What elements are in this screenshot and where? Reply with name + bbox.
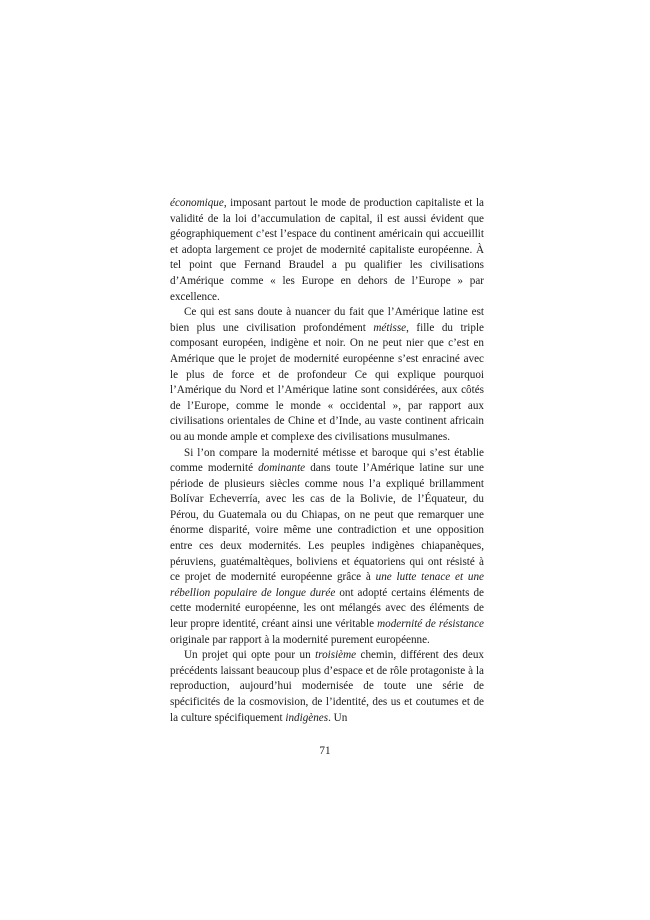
paragraph-1 (170, 196, 484, 305)
paragraph-4 (170, 648, 484, 726)
paragraph-3-segment-7: originale par rapport à la modernité purement européenne. (170, 633, 430, 646)
paragraph-2 (170, 305, 484, 445)
paragraph-3-segment-3: dans toute l’Amérique latine sur une période de plusieurs siècles comme nous l’a expliqué brillamment Bolívar Echeverría, avec les cas de la Bolivie, de l’Équateur, du Pérou, du Guatemala ou du Chiapas, on ne peut que remarquer une énorme disparité, voire même une contradiction et une opposition entre ces deux modernités. Les peuples indigènes chiapanèques, péruviens, guatémaltèques, boliviens et équatoriens qui ont résisté à ce projet de modernité européenne grâce à (170, 462, 484, 584)
paragraph-2-segment-3: , fille du triple composant européen, indigène et noir. On ne peut nier que c’est en Amérique que le projet de modernité européenne s’est enraciné avec le plus de force et de profondeur Ce qui explique pourquoi l’Amérique du Nord et l’Amérique latine sont considérées, aux côtés de l’Europe, comme le monde « occidental », par rapport aux civilisations orientales de Chine et d’Inde, au vaste continent africain ou au monde ample et complexe des civilisations musulmanes. (170, 321, 484, 443)
paragraph-3-segment-4: une lutte tenace et une rébellion populaire de longue durée (170, 571, 484, 599)
page-number: 71 (319, 745, 331, 757)
paragraph-3-segment-2: dominante (258, 462, 306, 475)
paragraph-2-segment-1: Ce qui est sans doute à nuancer du fait que l’Amérique latine est bien plus une civilisation profondément (170, 306, 484, 334)
paragraph-3-segment-1: Si l’on compare la modernité métisse et baroque qui s’est établie comme modernité (170, 446, 484, 475)
paragraph-4-segment-5: . Un (328, 711, 348, 724)
paragraph-3-segment-5: ont adopté certains éléments de cette modernité européenne, les ont mélangés avec des éléments de leur propre identité, créant ainsi une véritable (170, 586, 484, 631)
paragraph-4-segment-2: troisième (315, 649, 357, 662)
paragraph-1-segment-2: , imposant partout le mode de production capitaliste et la validité de la loi d’accumulation de capital, il est aussi évident que géographiquement c’est l’espace du continent américain qui accueillit et adopta largement ce projet de modernité capitaliste européenne. À tel point que Fernand Braudel a pu qualifier les civilisations d’Amérique comme « les Europe en dehors de l’Europe » par excellence. (170, 197, 484, 303)
paragraph-2-segment-2: métisse (373, 321, 407, 334)
paragraph-4-segment-3: chemin, différent des deux précédents laissant beaucoup plus d’espace et de rôle protagoniste à la reproduction, aujourd’hui modernisée de toute une série de spécificités de la cosmovision, de l’identité, des us et coutumes et de la culture spécifiquement (170, 649, 485, 724)
paragraph-4-segment-1: Un projet qui opte pour un (184, 649, 316, 662)
paragraph-3 (170, 446, 484, 649)
paragraph-4-segment-4: indigènes (285, 711, 329, 724)
paragraph-1-segment-1: économique (170, 197, 224, 209)
paragraph-3-segment-6: modernité de résistance (377, 618, 484, 631)
page-body (170, 196, 484, 726)
